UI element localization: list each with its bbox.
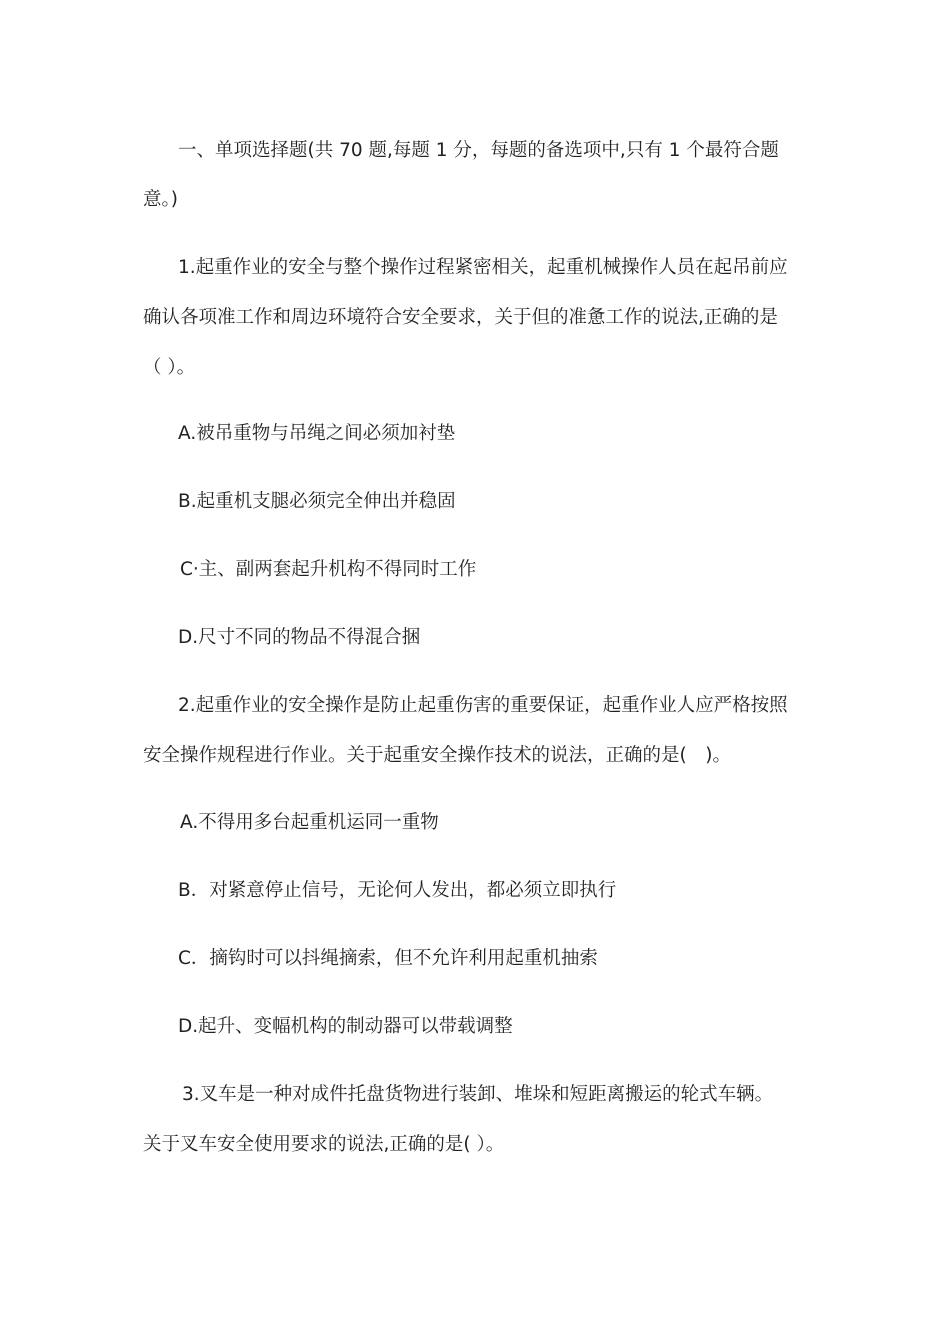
question-2-text-continued: 安全操作规程进行作业。关于起重安全操作技术的说法，正确的是( )。	[143, 745, 731, 766]
question-1-option-a: A.被吊重物与吊绳之间必须加衬垫	[178, 423, 456, 444]
question-3-text: 3.叉车是一种对成件托盘货物进行装卸、堆垛和短距离搬运的轮式车辆。	[182, 1084, 774, 1105]
question-1-text: 1.起重作业的安全与整个操作过程紧密相关，起重机械操作人员在起吊前应	[178, 257, 788, 278]
question-2-option-a: A.不得用多台起重机运同一重物	[180, 812, 439, 833]
question-1-option-c: C·主、副两套起升机构不得同时工作	[180, 559, 477, 580]
section-heading-continued: 意。)	[143, 189, 178, 210]
question-1-option-d: D.尺寸不同的物品不得混合捆	[178, 627, 421, 648]
question-2-option-c: C．摘钩时可以抖绳摘索，但不允许利用起重机抽索	[178, 948, 598, 969]
question-1-option-b: B.起重机支腿必须完全伸出并稳固	[178, 491, 456, 512]
question-1-answer-blank: （ ）。	[143, 357, 196, 378]
question-2-option-b: B．对紧意停止信号，无论何人发出，都必须立即执行	[178, 880, 617, 901]
question-3-text-continued: 关于叉车安全使用要求的说法,正确的是( ）。	[143, 1134, 505, 1155]
question-2-text: 2.起重作业的安全操作是防止起重伤害的重要保证，起重作业人应严格按照	[178, 695, 788, 716]
question-1-text-continued: 确认各项准工作和周边环境符合安全要求，关于但的准惫工作的说法,正确的是	[143, 307, 778, 328]
section-heading: 一、单项选择题(共 70 题,每题 1 分，每题的备选项中,只有 1 个最符合题	[178, 140, 779, 161]
question-2-option-d: D.起升、变幅机构的制动器可以带载调整	[178, 1016, 513, 1037]
